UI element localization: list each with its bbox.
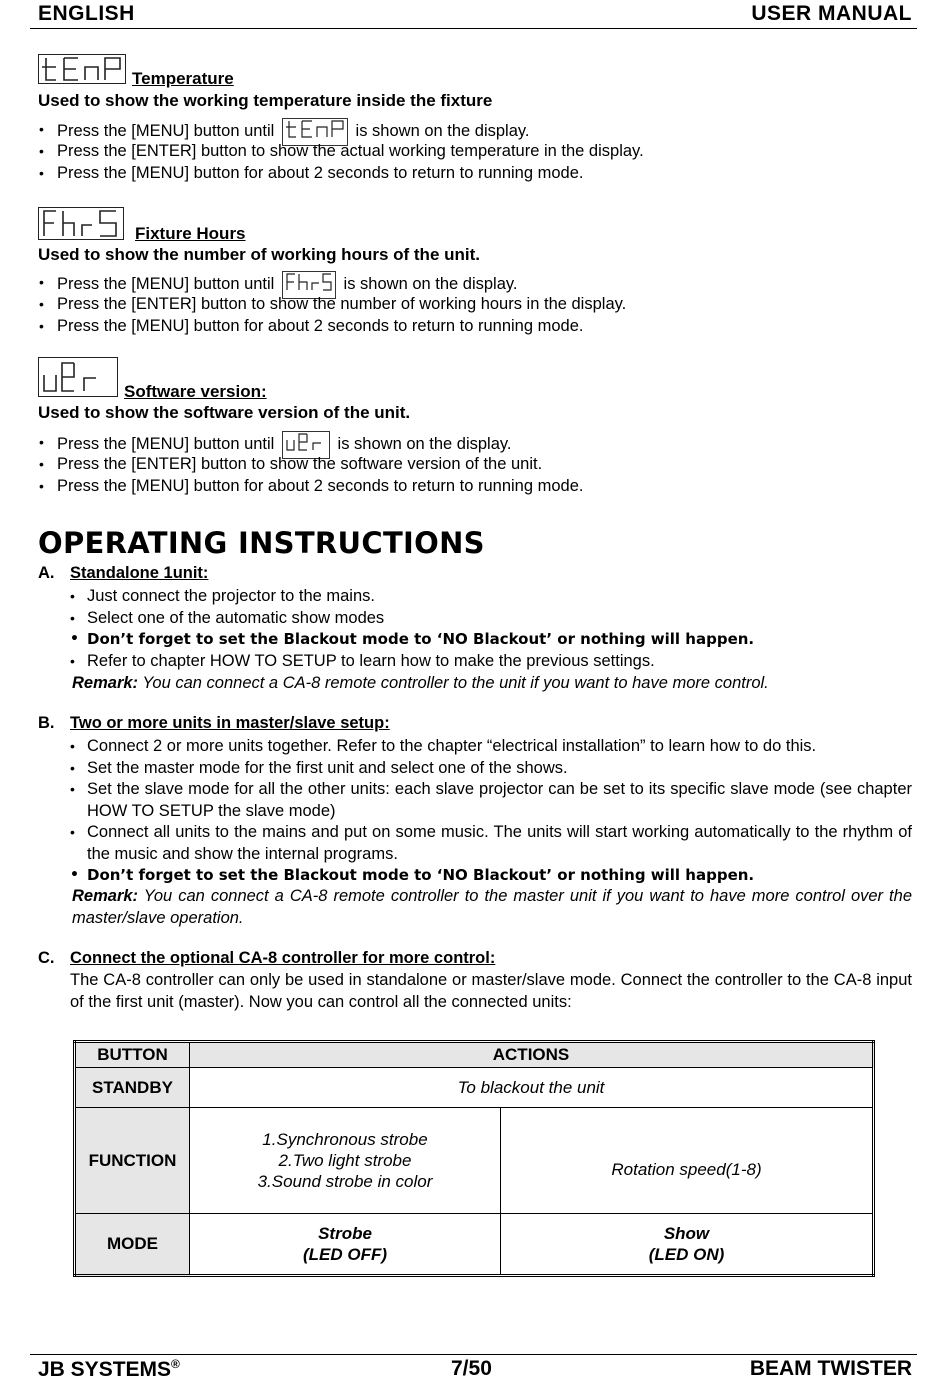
lcd-software-version-icon	[38, 357, 118, 402]
list-item: • Select one of the automatic show modes	[70, 608, 912, 630]
ca8-controls-table	[73, 1040, 875, 1277]
list-item: • Don’t forget to set the Blackout mode to ‘NO Blackout’ or nothing will happen.	[70, 865, 912, 887]
temperature-steps	[38, 118, 898, 184]
section-c-letter: C.	[38, 949, 55, 967]
row-label-function: FUNCTION	[75, 1108, 190, 1214]
row-label-mode: MODE	[75, 1214, 190, 1276]
list-item: • Press the [MENU] button until is shown on the display.	[38, 118, 898, 140]
section-subtitle-software-version: Used to show the software version of the unit.	[38, 403, 411, 422]
list-item: • Press the [ENTER] button to show the actual working temperature in the display.	[38, 140, 898, 162]
header-rule	[30, 28, 917, 29]
section-a-list	[70, 586, 912, 672]
operating-instructions-title: OPERATING INSTRUCTIONS	[38, 526, 485, 560]
section-subtitle-temperature: Used to show the working temperature inside the fixture	[38, 91, 493, 110]
header-left: ENGLISH	[38, 2, 135, 25]
table-row	[75, 1068, 874, 1108]
footer-brand: JB SYSTEMS®	[38, 1357, 180, 1381]
section-title-temperature: Temperature	[132, 69, 234, 88]
header-right: USER MANUAL	[751, 2, 912, 25]
list-item: • Press the [ENTER] button to show the software version of the unit.	[38, 453, 898, 475]
list-item: • Connect all units to the mains and put on some music. The units will start working automatically to the rhythm of the music and show the internal programs.	[70, 822, 912, 865]
list-item: • Press the [MENU] button until is shown on the display.	[38, 271, 898, 293]
section-a-letter: A.	[38, 564, 55, 582]
software-version-steps	[38, 431, 898, 497]
section-title-software-version: Software version:	[124, 382, 267, 401]
mode-right-cell: Show (LED ON)	[501, 1214, 874, 1276]
list-item: • Don’t forget to set the Blackout mode to ‘NO Blackout’ or nothing will happen.	[70, 629, 912, 651]
list-item: • Press the [ENTER] button to show the number of working hours in the display.	[38, 293, 898, 315]
column-header-button: BUTTON	[75, 1042, 190, 1068]
list-item: • Press the [MENU] button for about 2 seconds to return to running mode.	[38, 475, 898, 497]
list-item: • Press the [MENU] button for about 2 seconds to return to running mode.	[38, 315, 898, 337]
section-c-text: The CA-8 controller can only be used in standalone or master/slave mode. Connect the controller to the CA-8 input of the first unit (master). Now you can control all the connected units:	[70, 971, 912, 1011]
lcd-fixture-hours-icon	[38, 207, 124, 245]
footer-rule	[30, 1354, 917, 1355]
list-item: • Set the master mode for the first unit and select one of the shows.	[70, 758, 912, 780]
list-item: • Press the [MENU] button for about 2 seconds to return to running mode.	[38, 162, 898, 184]
section-title-fixture-hours: Fixture Hours	[135, 224, 246, 243]
table-row	[75, 1214, 874, 1276]
section-b-list	[70, 736, 912, 887]
section-a-remark: Remark: You can connect a CA-8 remote controller to the unit if you want to have more control.	[72, 674, 769, 692]
page-number: 7/50	[451, 1357, 492, 1380]
section-b-letter: B.	[38, 714, 55, 732]
list-item: • Just connect the projector to the mains.	[70, 586, 912, 608]
section-a-heading: Standalone 1unit:	[70, 564, 209, 582]
section-c-heading: Connect the optional CA-8 controller for more control:	[70, 949, 496, 967]
standby-action: To blackout the unit	[190, 1068, 874, 1108]
table-header-row	[75, 1042, 874, 1068]
column-header-actions: ACTIONS	[190, 1042, 874, 1068]
lcd-temp-icon	[38, 54, 126, 89]
footer-product: BEAM TWISTER	[749, 1357, 912, 1380]
section-b-heading: Two or more units in master/slave setup:	[70, 714, 390, 732]
list-item: • Press the [MENU] button until is shown on the display.	[38, 431, 898, 453]
list-item: • Refer to chapter HOW TO SETUP to learn how to make the previous settings.	[70, 651, 912, 673]
fixture-hours-steps	[38, 271, 898, 337]
table-row	[75, 1108, 874, 1214]
section-b-remark: Remark: You can connect a CA-8 remote controller to the master unit if you want to have more control over the master/slave operation.	[72, 887, 912, 927]
list-item: • Connect 2 or more units together. Refer to the chapter “electrical installation” to learn how to do this.	[70, 736, 912, 758]
row-label-standby: STANDBY	[75, 1068, 190, 1108]
function-right-cell: Rotation speed(1-8)	[501, 1108, 874, 1214]
function-left-cell: 1.Synchronous strobe 2.Two light strobe 3.Sound strobe in color	[190, 1108, 501, 1214]
mode-left-cell: Strobe (LED OFF)	[190, 1214, 501, 1276]
list-item: • Set the slave mode for all the other units: each slave projector can be set to its specific slave mode (see chapter HOW TO SETUP the slave mode)	[70, 779, 912, 822]
section-subtitle-fixture-hours: Used to show the number of working hours of the unit.	[38, 245, 480, 264]
